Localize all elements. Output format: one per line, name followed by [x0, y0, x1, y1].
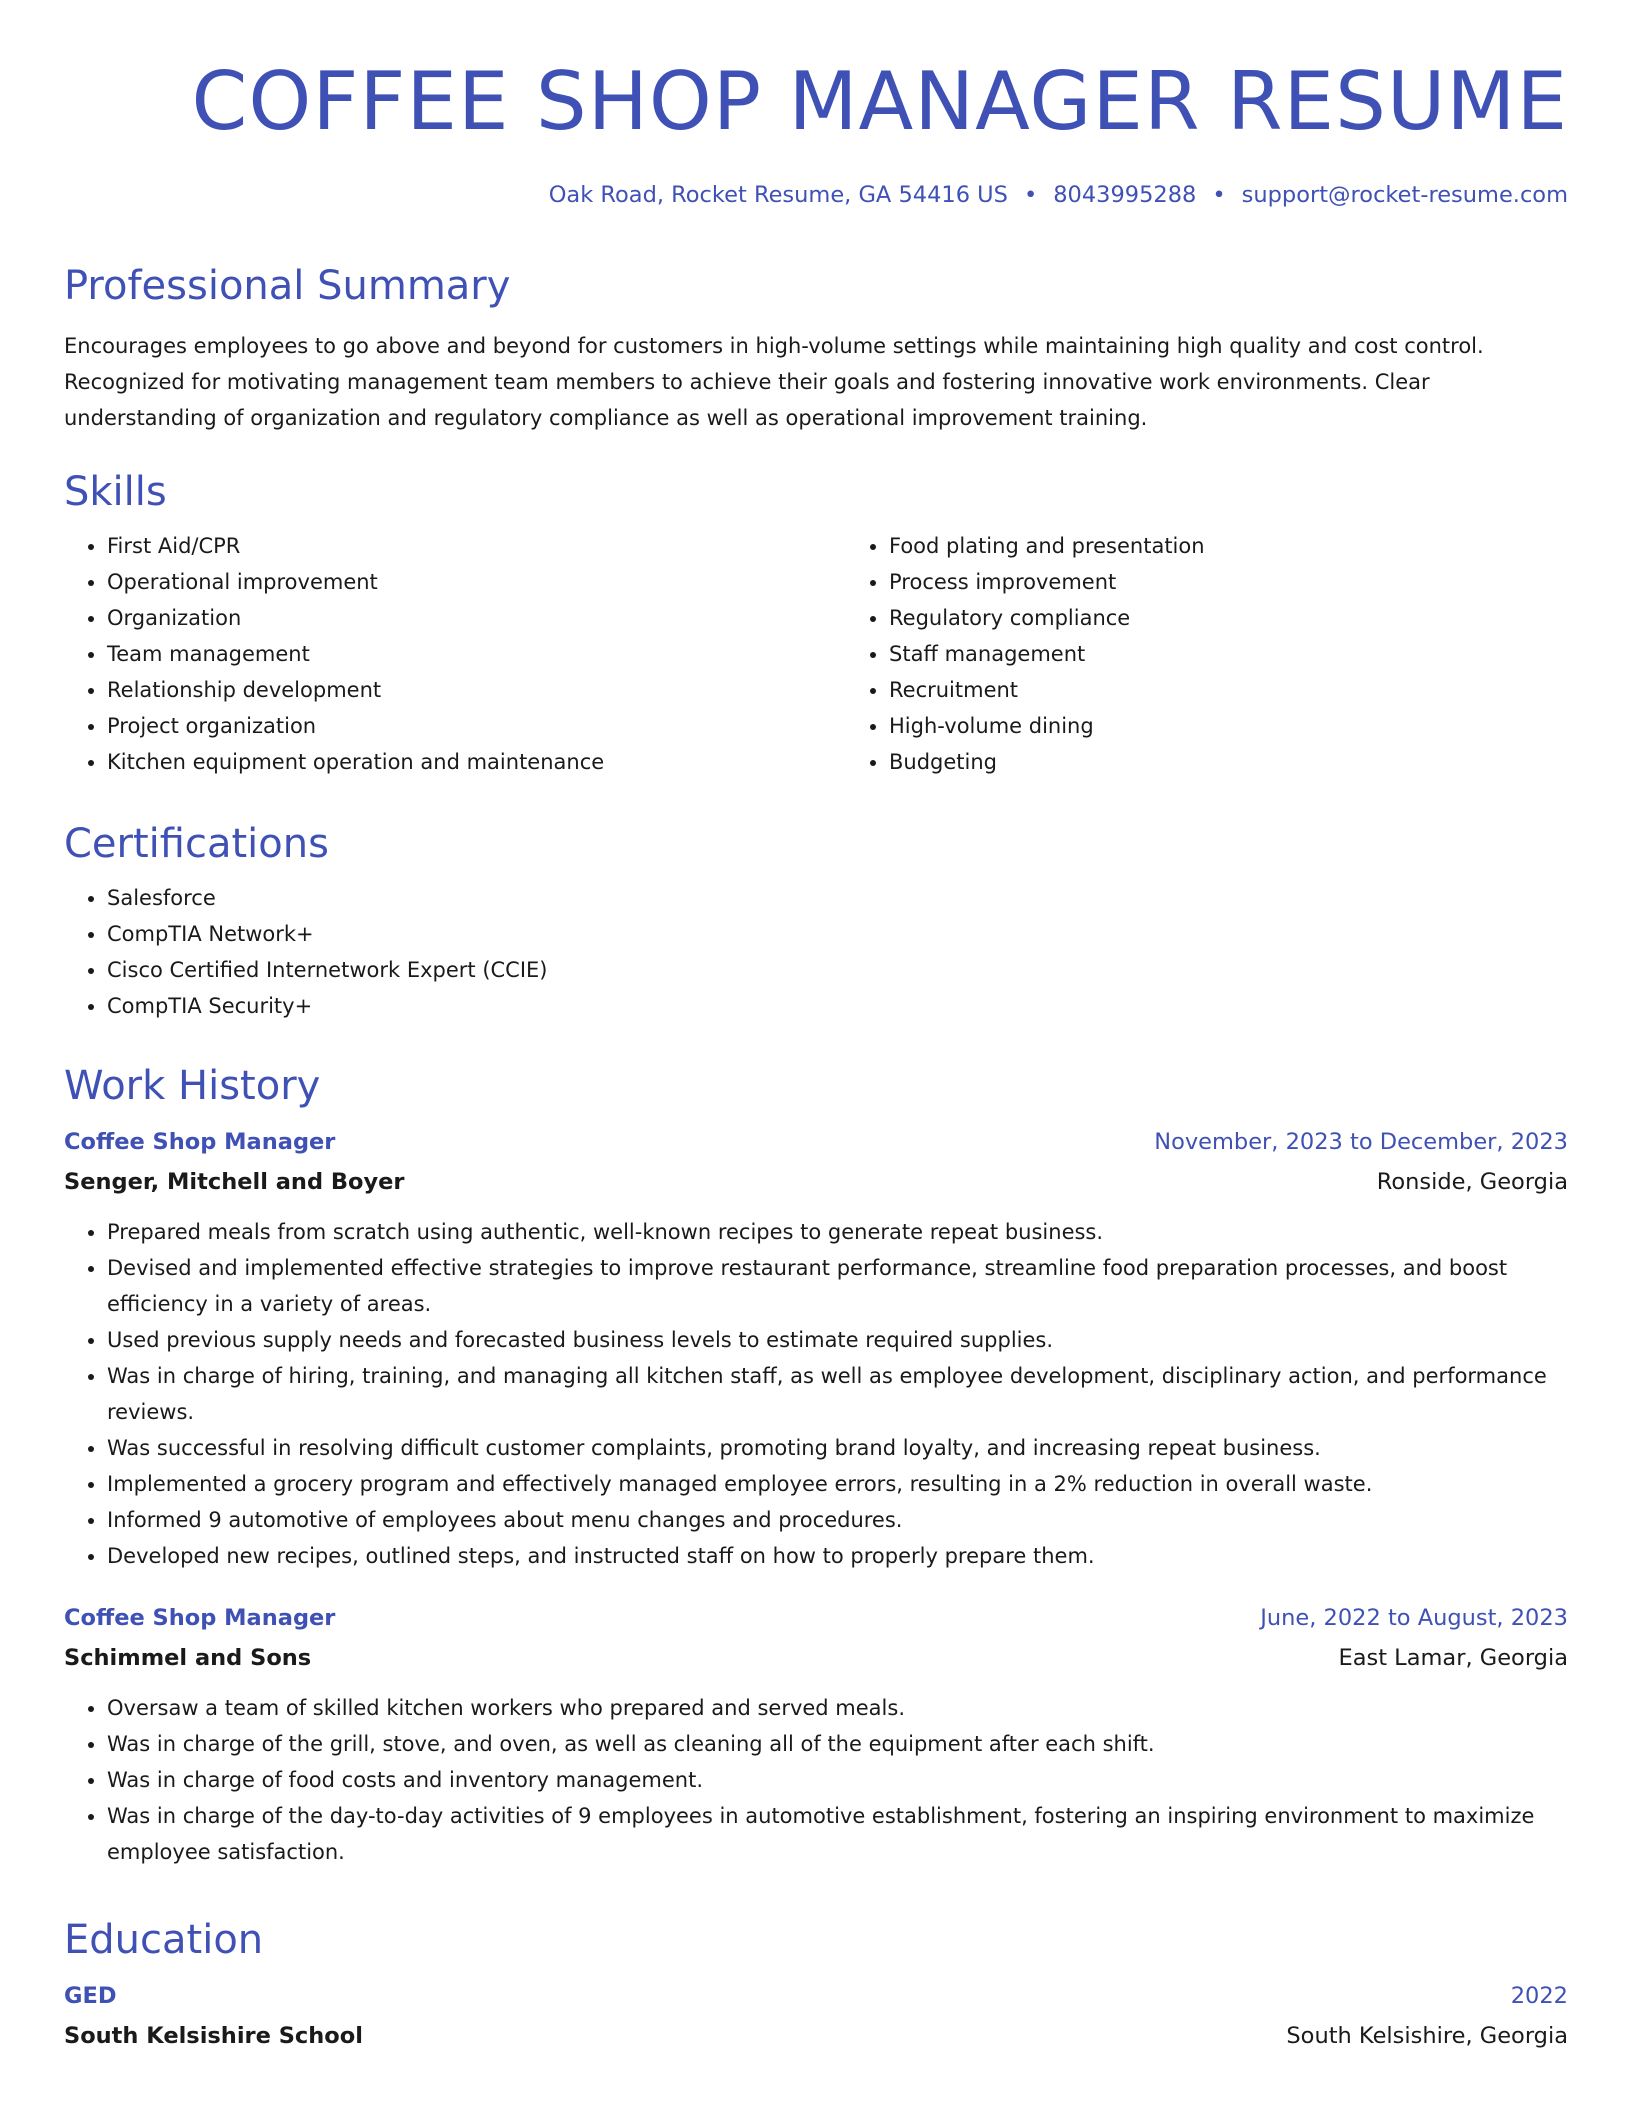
- list-item: • Recruitment: [889, 672, 1628, 708]
- certifications-list: [64, 880, 1568, 1024]
- job-location: Ronside, Georgia: [1376, 1169, 1568, 1195]
- education-entry: [64, 1976, 1568, 2056]
- list-item: • Salesforce: [107, 880, 1568, 916]
- job-bullets: [64, 1690, 1568, 1870]
- list-item: • Food plating and presentation: [889, 528, 1628, 564]
- job-location: East Lamar, Georgia: [1338, 1645, 1568, 1671]
- list-item: • CompTIA Network+: [107, 916, 1568, 952]
- work-history-section: [64, 1060, 1568, 1870]
- list-item: • Cisco Certified Internetwork Expert (CCIE): [107, 952, 1568, 988]
- list-item: • Kitchen equipment operation and maintenance: [107, 744, 846, 780]
- skills-list-right: [846, 528, 1628, 780]
- contact-phone: 8043995288: [1053, 182, 1197, 208]
- job-company: Schimmel and Sons: [64, 1645, 312, 1671]
- list-item: • Used previous supply needs and forecasted business levels to estimate required supplies.: [107, 1322, 1568, 1358]
- skills-heading: Skills: [64, 469, 167, 515]
- list-item: • Was in charge of the grill, stove, and oven, as well as cleaning all of the equipment after each shift.: [107, 1726, 1568, 1762]
- list-item: • Team management: [107, 636, 846, 672]
- contact-address: Oak Road, Rocket Resume, GA 54416 US: [548, 182, 1008, 208]
- skills-section: [64, 466, 1568, 780]
- list-item: • Was in charge of hiring, training, and managing all kitchen staff, as well as employee development, disciplinary action, and performance reviews.: [107, 1358, 1568, 1430]
- education-degree: GED: [64, 1983, 117, 2009]
- education-school: South Kelsishire School: [64, 2023, 363, 2049]
- skills-list-left: [64, 528, 846, 780]
- separator-bullet: •: [1212, 182, 1226, 208]
- list-item: • Developed new recipes, outlined steps, and instructed staff on how to properly prepare them.: [107, 1538, 1568, 1574]
- job-company: Senger, Mitchell and Boyer: [64, 1169, 405, 1195]
- job-entry: [64, 1598, 1568, 1870]
- list-item: • Implemented a grocery program and effectively managed employee errors, resulting in a 2% reduction in overall waste.: [107, 1466, 1568, 1502]
- list-item: • Operational improvement: [107, 564, 846, 600]
- separator-bullet: •: [1023, 182, 1038, 208]
- list-item: • First Aid/CPR: [107, 528, 846, 564]
- list-item: • High-volume dining: [889, 708, 1628, 744]
- education-location: South Kelsishire, Georgia: [1286, 2023, 1568, 2049]
- summary-heading: Professional Summary: [64, 263, 511, 309]
- job-dates: November, 2023 to December, 2023: [1154, 1129, 1568, 1155]
- contact-email[interactable]: support@rocket-resume.com: [1241, 182, 1568, 208]
- contact-line: [64, 178, 1568, 212]
- list-item: • Staff management: [889, 636, 1628, 672]
- list-item: • Devised and implemented effective strategies to improve restaurant performance, streamline food preparation processes, and boost efficiency in a variety of areas.: [107, 1250, 1568, 1322]
- list-item: • CompTIA Security+: [107, 988, 1568, 1024]
- list-item: • Prepared meals from scratch using authentic, well-known recipes to generate repeat business.: [107, 1214, 1568, 1250]
- job-title: Coffee Shop Manager: [64, 1605, 336, 1631]
- job-dates: June, 2022 to August, 2023: [1260, 1605, 1568, 1631]
- resume-title: COFFEE SHOP MANAGER RESUME: [191, 55, 1568, 148]
- certifications-heading: Certifications: [64, 821, 329, 867]
- list-item: • Oversaw a team of skilled kitchen workers who prepared and served meals.: [107, 1690, 1568, 1726]
- work-history-heading: Work History: [64, 1063, 321, 1109]
- summary-text: Encourages employees to go above and beyond for customers in high-volume settings while maintaining high quality and cost control. Recognized for motivating management team members to achieve their goals and fostering innovative work environments. Clear understanding of organization and regulatory compliance as well as operational improvement training.: [64, 334, 1484, 430]
- job-entry: [64, 1122, 1568, 1574]
- education-year: 2022: [1510, 1983, 1568, 2009]
- list-item: • Was successful in resolving difficult customer complaints, promoting brand loyalty, and increasing repeat business.: [107, 1430, 1568, 1466]
- list-item: • Relationship development: [107, 672, 846, 708]
- certifications-section: [64, 818, 1568, 1024]
- summary-section: [64, 260, 1568, 436]
- job-bullets: [64, 1214, 1568, 1574]
- list-item: • Was in charge of food costs and inventory management.: [107, 1762, 1568, 1798]
- list-item: • Organization: [107, 600, 846, 636]
- job-title: Coffee Shop Manager: [64, 1129, 336, 1155]
- education-section: [64, 1914, 1568, 2056]
- list-item: • Regulatory compliance: [889, 600, 1628, 636]
- list-item: • Was in charge of the day-to-day activities of 9 employees in automotive establishment, fostering an inspiring environment to maximize employee satisfaction.: [107, 1798, 1568, 1870]
- list-item: • Process improvement: [889, 564, 1628, 600]
- list-item: • Project organization: [107, 708, 846, 744]
- education-heading: Education: [64, 1917, 264, 1963]
- list-item: • Budgeting: [889, 744, 1628, 780]
- list-item: • Informed 9 automotive of employees about menu changes and procedures.: [107, 1502, 1568, 1538]
